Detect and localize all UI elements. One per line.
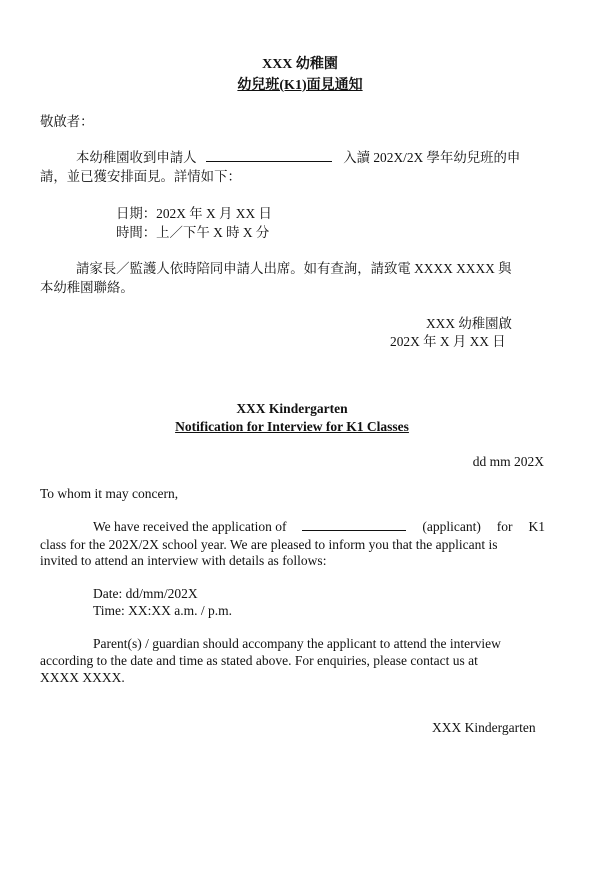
zh-para1-text-b: 入讀 202X/2X 學年幼兒班的申 (343, 150, 521, 165)
en-interview-date: Date: dd/mm/202X (93, 586, 198, 601)
zh-title: XXX 幼稚園 (262, 57, 338, 72)
zh-paragraph-1-line-2: 請，並已獲安排面見。詳情如下： (40, 169, 241, 184)
zh-paragraph-2-line-1: 請家長／監護人依時陪同申請人出席。如有查詢，請致電 XXXX XXXX 與 (76, 261, 512, 276)
en-paragraph-2-line-1: Parent(s) / guardian should accompany the applicant to attend the interview (93, 636, 501, 651)
en-para1-text-d: K1 (528, 519, 545, 534)
en-subtitle-text: Notification for Interview for K1 Classes (175, 419, 409, 434)
zh-interview-time: 時間：上／下午 X 時 X 分 (116, 225, 270, 240)
en-paragraph-1-line-2: class for the 202X/2X school year. We are pleased to inform you that the applicant is (40, 537, 498, 552)
zh-paragraph-1-line-1 (76, 147, 520, 166)
en-paragraph-1-line-3: invited to attend an interview with details as follows: (40, 553, 327, 568)
en-title: XXX Kindergarten (236, 401, 348, 416)
zh-subtitle (0, 74, 600, 94)
en-para1-text-b: (applicant) (422, 519, 481, 534)
en-paragraph-2-line-2: according to the date and time as stated above. For enquiries, please contact us at (40, 653, 478, 668)
en-letter-date: dd mm 202X (472, 454, 544, 469)
en-para1-text-c: for (496, 519, 513, 534)
en-paragraph-1-line-1 (93, 519, 545, 535)
applicant-name-blank (206, 160, 332, 162)
zh-paragraph-2-line-2: 本幼稚園聯絡。 (40, 280, 134, 295)
zh-subtitle-text: 幼兒班(K1)面見通知 (237, 78, 363, 93)
en-salutation: To whom it may concern, (40, 486, 179, 501)
zh-signature: XXX 幼稚園啟 (426, 316, 512, 331)
en-paragraph-2-line-3: XXXX XXXX. (40, 670, 125, 685)
zh-salutation: 敬啟者： (40, 114, 94, 129)
en-subtitle (0, 419, 584, 435)
en-para1-text-a: We have received the application of (93, 519, 287, 534)
en-interview-time: Time: XX:XX a.m. / p.m. (93, 603, 233, 618)
en-signature: XXX Kindergarten (432, 720, 536, 735)
zh-sign-date: 202X 年 X 月 XX 日 (390, 334, 506, 349)
en-applicant-name-blank (302, 529, 406, 531)
zh-para1-text-a: 本幼稚園收到申請人 (76, 150, 197, 165)
zh-interview-date: 日期：202X 年 X 月 XX 日 (116, 206, 272, 221)
